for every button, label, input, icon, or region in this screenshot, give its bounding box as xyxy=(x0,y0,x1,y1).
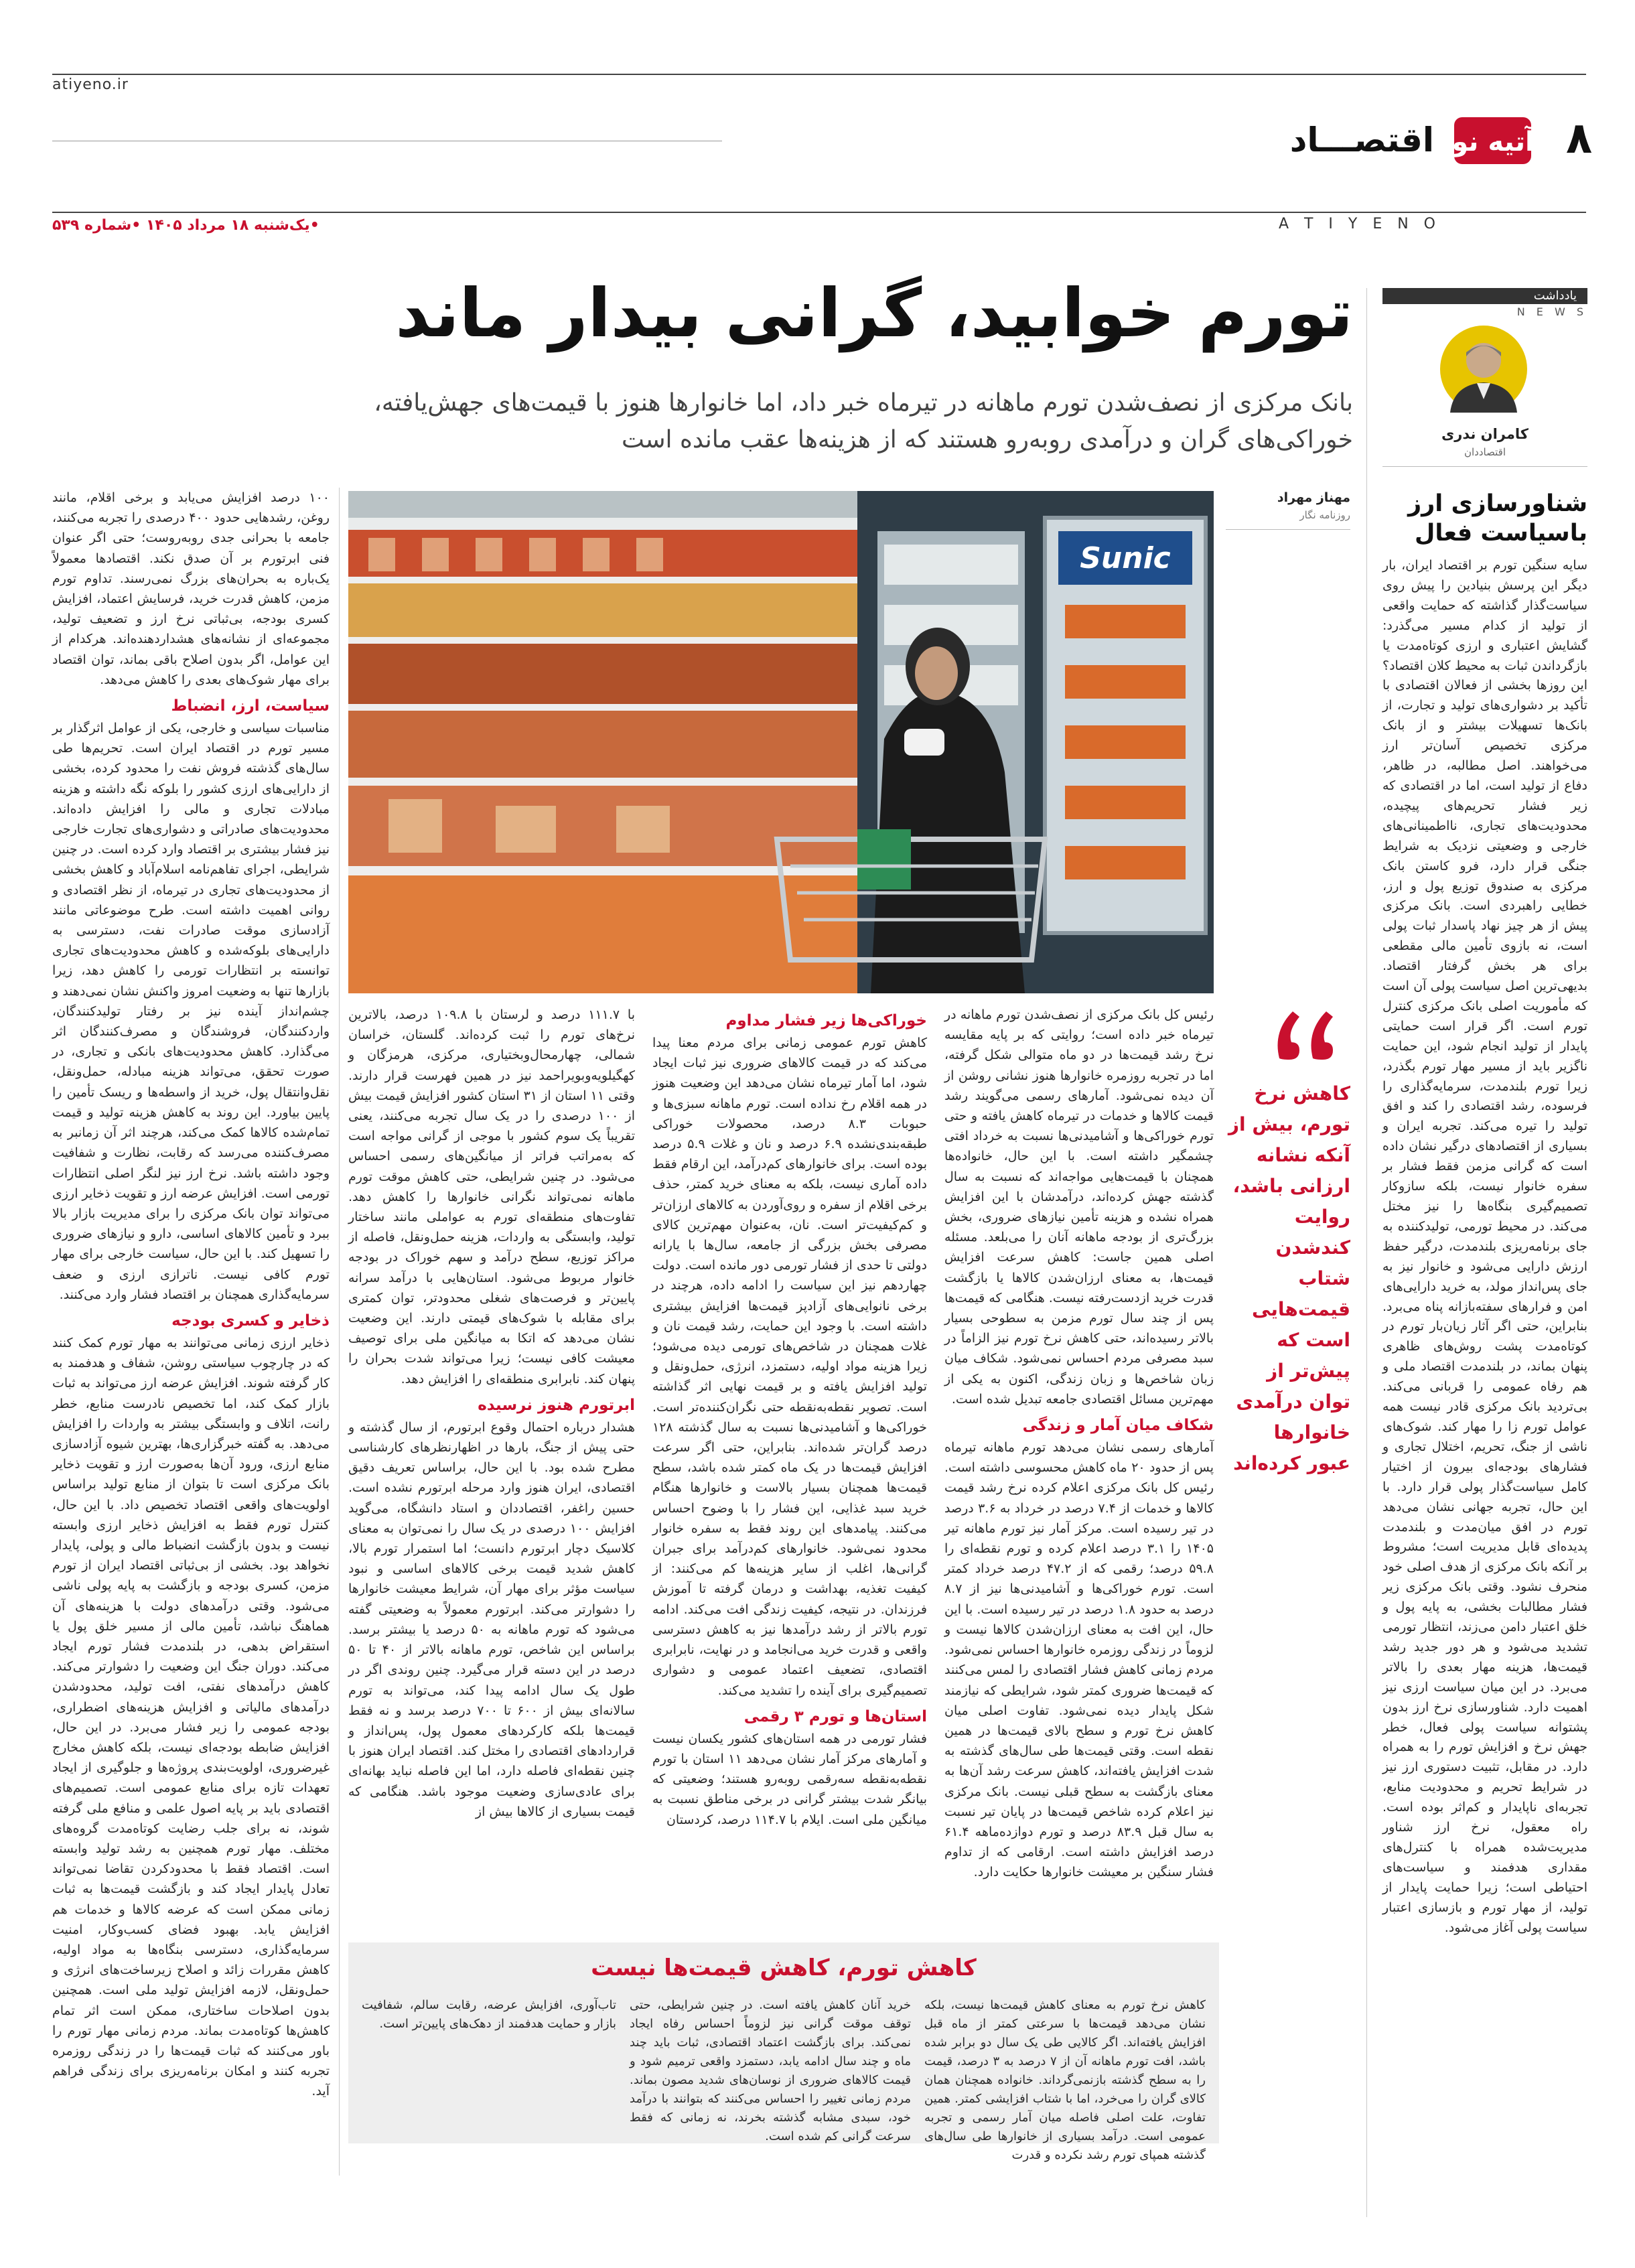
paragraph: با ۱۱۱.۷ درصد و لرستان با ۱۰۹.۸ درصد، بالاترین نرخ‌های تورم را ثبت کرده‌اند. گلستان، خراسان شمالی، چهارمحال‌وبختیاری، مرکزی، هرمزگان و کهگیلویه‌وبویراحمد نیز در همین فهرست قرار دارند. وقتی ۱۱ استان از ۳۱ استان کشور افزایش قیمت بیش از ۱۰۰ درصدی را در یک سال تجربه می‌کنند، یعنی تقریباً یک سوم کشور با موجی از گرانی مواجه است که به‌مراتب فراتر از میانگین‌های رسمی احساس می‌شود. در چنین شرایطی، حتی کاهش موقت تورم ماهانه نمی‌تواند نگرانی خانوارها را کاهش دهد. تفاوت‌های منطقه‌ای تورم به عواملی مانند ساختار تولید، وابستگی به واردات، هزینه حمل‌ونقل، فاصله از مراکز توزیع، سطح درآمد و سهم خوراک در بودجه خانوار مربوط می‌شود. استان‌هایی با درآمد سرانه پایین‌تر و فرصت‌های شغلی محدودتر، توان کمتری برای مقابله با شوک‌های قیمتی دارند. این وضعیت نشان می‌دهد که اتکا به میانگین ملی برای توصیف معیشت کافی نیست؛ زیرا می‌تواند شدت بحران را پنهان کند. نابرابری منطقه‌ای را افزایش دهد. xyxy=(348,1007,635,1387)
writer-portrait-icon xyxy=(1440,326,1527,413)
writer-name: کامران ندری xyxy=(1441,426,1529,442)
info-box-col3: تاب‌آوری، افزایش عرضه، رقابت سالم، شفافیت بازار و حمایت هدفمند از دهک‌های پایین‌تر است. xyxy=(362,1998,616,2031)
article-col-mid2 xyxy=(348,1005,635,1929)
article-col-left xyxy=(52,488,330,2176)
sidebar-title-line1: شناورسازی ارز xyxy=(1407,490,1587,517)
subheading: ذخایر و کسری بودجه xyxy=(171,1312,330,1330)
info-box-title: کاهش تورم، کاهش قیمت‌ها نیست xyxy=(591,1955,977,1981)
header-top-rule xyxy=(52,74,1586,75)
logo xyxy=(1434,107,1535,167)
writer-role: اقتصاددان xyxy=(1464,446,1506,458)
sidebar-rule xyxy=(1382,466,1587,467)
quote-icon xyxy=(1266,1005,1346,1065)
subheading: ابرتورم هنوز نرسیده xyxy=(478,1396,635,1414)
author-rule xyxy=(1226,529,1350,530)
subheading: شکاف میان آمار و زندگی xyxy=(1022,1417,1214,1435)
paragraph: هشدار درباره احتمال وقوع ابرتورم، از سال گذشته و حتی پیش از جنگ، بارها در اظهارنظرهای کارشناسی مطرح شده بود. با این حال، براساس تعریف دقیق اقتصادی، ایران هنوز وارد مرحله ابرتورم نشده است. حسین راغفر، اقتصاددان و استاد دانشگاه، می‌گوید افزایش ۱۰۰ درصدی در یک سال را نمی‌توان به معنای کلاسیک دچار ابرتورم دانست؛ اما استمرار تورم بالا، کاهش شدید قیمت برخی کالاهای اساسی و نبود سیاست مؤثر برای مهار آن، شرایط معیشت خانوارها را دشوارتر می‌کند. ابرتورم معمولاً به وضعیتی گفته می‌شود که تورم ماهانه به ۵۰ درصد یا بیشتر برسد. براساس این شاخص، تورم ماهانه بالاتر از ۴۰ تا ۵۰ درصد در این دسته قرار می‌گیرد. چنین روندی اگر در طول یک سال ادامه پیدا کند، می‌تواند به تورم سالانه‌ای بیش از ۶۰۰ تا ۷۰۰ درصد برسد و نه فقط قیمت‌ها بلکه کارکردهای معمول پول، پس‌انداز و قراردادهای اقتصادی را مختل کند. اقتصاد ایران هنوز با چنین نقطه‌ای فاصله دارد، اما این فاصله نباید بهانه‌ای برای عادی‌سازی وضعیت موجود باشد. هنگامی که قیمت بسیاری از کالاها بیش از xyxy=(348,1419,636,1819)
pull-quote-mark xyxy=(1266,1005,1346,1065)
main-photo xyxy=(348,491,1214,993)
pull-quote: کاهش نرخ تورم، بیش از آنکه نشانه ارزانی باشد، روایت کندشدن شتاب قیمت‌هایی است که پیش‌تر از توان درآمدی خانوارها عبور کرده‌اند xyxy=(1228,1082,1350,1474)
paragraph: رئیس کل بانک مرکزی از نصف‌شدن تورم ماهانه در تیرماه خبر داده است؛ روایتی که بر پایه مقایسه نرخ رشد قیمت‌ها در دو ماه متوالی شکل گرفته، اما در تجربه روزمره خانوارها هنوز نشانی روشن از آن دیده نمی‌شود. آمارهای رسمی می‌گویند رشد قیمت کالاها و خدمات در تیرماه کاهش یافته و حتی تورم خوراکی‌ها و آشامیدنی‌ها نسبت به خرداد افتی چشمگیر داشته است. با این حال، خانواده‌ها همچنان با قیمت‌هایی مواجه‌اند که نسبت به سال گذشته جهش کرده‌اند، درآمدشان با این افزایش همراه نشده و هزینه تأمین نیازهای ضروری، بخش بزرگ‌تری از بودجه ماهانه آنان را می‌بلعد. مسئله اصلی همین جاست: کاهش سرعت افزایش قیمت‌ها، به معنای ارزان‌شدن کالاها یا بازگشت قدرت خرید ازدست‌رفته نیست. هنگامی که قیمت‌ها پس از چند سال تورم مزمن به سطوحی بسیار بالاتر رسیده‌اند، حتی کاهش نرخ تورم نیز الزاماً در سبد مصرفی مردم احساس نمی‌شود. شکاف میان زبان شاخص‌ها و زبان زندگی، اکنون به یکی از مهم‌ترین مسائل اقتصادی جامعه تبدیل شده است. xyxy=(944,1007,1214,1407)
svg-text:Sunic: Sunic xyxy=(1080,541,1171,575)
dateline: •یک‌شنبه ۱۸ مرداد ۱۴۰۵ •شماره ۵۳۹ xyxy=(52,217,319,234)
sidebar-label: یادداشت xyxy=(1533,289,1577,303)
paragraph: فشار تورمی در همه استان‌های کشور یکسان نیست و آمارهای مرکز آمار نشان می‌دهد ۱۱ استان با تورم نقطه‌به‌نقطه سه‌رقمی روبه‌رو هستند؛ وضعیتی که بیانگر شدت بیشتر گرانی در برخی مناطق نسبت به میانگین ملی است. ایلام با ۱۱۴.۷ درصد، کردستان xyxy=(652,1731,927,1827)
info-box-col2: خرید آنان کاهش یافته است. در چنین شرایطی، حتی توقف موقت گرانی نیز لزوماً احساس رفاه ایجاد نمی‌کند. برای بازگشت اعتماد اقتصادی، ثبات باید چند ماه و چند سال ادامه یابد، دستمزد واقعی ترمیم شود و قیمت کالاهای ضروری از نوسان‌های شدید مصون بماند. مردم زمانی تغییر را احساس می‌کنند که بتوانند با درآمد خود، سبدی مشابه گذشته بخرند، نه زمانی که فقط سرعت گرانی کم شده است. xyxy=(630,1998,911,2143)
website-url[interactable]: atiyeno.ir xyxy=(52,76,129,93)
logo-text: آتیه نو xyxy=(1451,127,1535,157)
section-name: اقتصـــاد xyxy=(1289,121,1434,159)
article-col-right xyxy=(944,1005,1214,1929)
subheading: سیاست، ارز، انضباط xyxy=(171,697,330,715)
header-bottom-rule xyxy=(52,212,1586,213)
col-divider xyxy=(339,488,340,2176)
author-role: روزنامه نگار xyxy=(1299,509,1350,521)
sidebar-divider xyxy=(1366,288,1367,2217)
writer-avatar xyxy=(1440,326,1527,413)
paragraph: مناسبات سیاسی و خارجی، یکی از عوامل اثرگذار بر مسیر تورم در اقتصاد ایران است. تحریم‌ها طی سال‌های گذشته فروش نفت را محدود کرده، بخشی از دارایی‌های ارزی کشور را بلوکه نگه داشته و هزینه مبادلات تجاری و مالی را افزایش داده‌اند. محدودیت‌های صادراتی و دشواری‌های تجارت خارجی نیز فشار بیشتری بر اقتصاد وارد کرده است. در چنین شرایطی، اجرای تفاهم‌نامه اسلام‌آباد و کاهش بخشی از محدودیت‌های تجاری در تیرماه، از نظر اقتصادی و روانی اهمیت داشته است. طرح موضوعاتی مانند آزادسازی موقت صادرات نفت، دسترسی به دارایی‌های بلوکه‌شده و کاهش محدودیت‌های تجاری توانسته بر انتظارات تورمی را کاهش دهد، زیرا بازارها تنها به وضعیت امروز واکنش نشان نمی‌دهند و چشم‌انداز آینده نیز بر رفتار تولیدکنندگان، واردکنندگان، فروشندگان و مصرف‌کنندگان اثر می‌گذارد. کاهش محدودیت‌های بانکی و تجاری، در صورت تحقق، می‌تواند هزینه مبادله، حمل‌ونقل، نقل‌وانتقال پول، خرید از واسطه‌ها و ریسک تأمین را پایین بیاورد. این روند به کاهش هزینه تولید و قیمت تمام‌شده کالاها کمک می‌کند، هرچند اثر آن زمانبر به مصرف‌کننده می‌رسد که رقابت، نظارت و شفافیت وجود داشته باشد. نرخ ارز نیز لنگر اصلی انتظارات تورمی است. افزایش عرضه ارز و تقویت ذخایر ارزی می‌تواند توان بانک مرکزی را برای مدیریت بازار بالا ببرد و تأمین کالاهای اساسی، دارو و نیازهای ضروری را تسهیل کند. با این حال، سیاست خارجی برای مهار تورم کافی نیست. ناترازی ارزی و ضعف سرمایه‌گذاری همچنان بر اقتصاد فشار وارد می‌کنند. xyxy=(52,721,330,1302)
headline: تورم خوابید، گرانی بیدار ماند xyxy=(395,274,1353,352)
sidebar-body: سایه سنگین تورم بر اقتصاد ایران، بار دیگر این پرسش بنیادین را پیش روی سیاست‌گذار گذاشته که حمایت واقعی از تولید از کدام مسیر می‌گذرد: گشایش اعتباری و ارزی کوتاه‌مدت یا بازگرداندن ثبات به محیط کلان اقتصاد؟ این روزها بخشی از فعالان اقتصادی با تأکید بر دشواری‌های تولید و تجارت، از بانک‌ها تسهیلات بیشتر و از بانک مرکزی تخصیص آسان‌تر ارز می‌خواهند. اصل مطالبه، در ظاهر، دفاع از تولید است، اما در اقتصادی که زیر فشار تحریم‌های پیچیده، محدودیت‌های تجاری، نااطمینانی‌های خارجی و وضعیتی نزدیک به شرایط جنگی قرار دارد، فرو کاستن بانک مرکزی به صندوق توزیع پول و ارز، خطایی راهبردی است. بانک مرکزی پیش از هر چیز نهاد پاسدار ثبات پولی است، نه بازوی تأمین مالی مقطعی برای هر بخش گرفتار اقتصاد. بدیهی‌ترین اصل سیاست پولی آن است که مأموریت اصلی بانک مرکزی کنترل تورم است. اگر قرار است حمایتی پایدار از تولید انجام شود، این حمایت ناگزیر باید از مسیر مهار تورم بگذرد، زیرا تورم بلندمدت، سرمایه‌گذاری را فرسوده، رشد اقتصادی را کند و افق تولید را تیره می‌کند. تجربه ایران و بسیاری از اقتصادهای درگیر نشان داده است که گرانی مزمن فقط فشار بر سفره خانوار نیست، بلکه سازوکار تصمیم‌گیری بنگاه‌ها را نیز مختل می‌کند. در محیط تورمی، تولیدکننده به جای برنامه‌ریزی بلندمدت، درگیر حفظ ارزش دارایی می‌شود و خانوار نیز به جای پس‌انداز مولد، به خرید دارایی‌های امن و فرارهای سفته‌بازانه پناه می‌برد. بنابراین، حتی اگر آثار زیان‌بار تورم در کوتاه‌مدت پشت روش‌های ظاهری پنهان بماند، در بلندمدت اقتصاد ملی و هم رفاه عمومی را قربانی می‌کند. بی‌تردید بانک مرکزی قادر نیست همه عوامل تورم زا را مهار کند. شوک‌های ناشی از جنگ، تحریم، اختلال تجاری و فشارهای بودجه‌ای بیرون از اختیار کامل سیاست‌گذار پولی قرار دارد. با این حال، تجربه جهانی نشان می‌دهد تورم در افق میان‌مدت و بلندمدت پدیده‌ای قابل مدیریت است؛ مشروط بر آنکه بانک مرکزی از هدف اصلی خود منحرف نشود. وقتی بانک مرکزی زیر فشار مطالبات بخشی، به پایه پول و خلق اعتبار دامن می‌زند، انتظار تورمی تشدید می‌شود و هر دور جدید رشد قیمت‌ها، هزینه مهار بعدی را بالاتر می‌برد. در این میان سیاست ارزی نیز اهمیت دارد. شناورسازی نرخ ارز بدون پشتوانه سیاست پولی فعال، خطر جهش نرخ و افزایش تورم را به همراه دارد. در مقابل، تثبیت دستوری ارز نیز در شرایط تحریم و محدودیت منابع، تجربه‌ای ناپایدار و کم‌اثر بوده است. راه معقول، نرخ ارز شناور مدیریت‌شده همراه با کنترل‌های مقداری هدفمند و سیاست‌های احتیاطی است؛ زیرا حمایت پایدار از تولید، از مهار تورم و بازسازی اعتبار سیاست پولی آغاز می‌شود. xyxy=(1382,558,1587,1935)
logo-mark xyxy=(1434,107,1535,167)
paragraph: کاهش تورم عمومی زمانی برای مردم معنا پیدا می‌کند که در قیمت کالاهای ضروری نیز ثبات ایجاد شود، اما آمار تیرماه نشان می‌دهد این وضعیت هنوز در همه اقلام رخ نداده است. تورم ماهانه سبزی‌ها و حبوبات ۸.۳ درصد، محصولات خوراکی طبقه‌بندی‌نشده ۶.۹ درصد و نان و غلات ۵.۹ درصد بوده است. برای خانوارهای کم‌درآمد، این ارقام فقط داده آماری نیست، بلکه به معنای خرید کمتر، حذف برخی اقلام از سفره و روی‌آوردن به کالاهای ارزان‌تر و کم‌کیفیت‌تر است. نان، به‌عنوان مهم‌ترین کالای مصرفی بخش بزرگی از جامعه، سال‌ها با یارانه دولتی تا حدی از فشار تورمی دور مانده است. دولت چهاردهم نیز این سیاست را ادامه داده، هرچند در برخی نانوایی‌های آزادپز قیمت‌ها افزایش بیشتری داشته است. با وجود این حمایت، رشد قیمت نان و غلات همچنان در شاخص‌های تورمی دیده می‌شود؛ زیرا هزینه مواد اولیه، دستمزد، انرژی، حمل‌ونقل و تولید افزایش یافته و بر قیمت نهایی اثر گذاشته است. تصویر نقطه‌به‌نقطه حتی نگران‌کننده‌تر است. خوراکی‌ها و آشامیدنی‌ها نسبت به سال گذشته ۱۲۸ درصد گران‌تر شده‌اند. بنابراین، حتی اگر سرعت افزایش قیمت‌ها در یک ماه کمتر شده باشد، سطح قیمت‌ها همچنان بسیار بالاست و خانوارها هنگام خرید سبد غذایی، این فشار را با وضوح احساس می‌کنند. پیامدهای این روند فقط به سفره خانوار محدود نمی‌شود. خانوارهای کم‌درآمد برای جبران گرانی‌ها، اغلب از سایر هزینه‌ها کم می‌کنند: از کیفیت تغذیه، بهداشت و درمان گرفته تا آموزش فرزندان. در نتیجه، کیفیت زندگی افت می‌کند. ادامه تورم بالاتر از رشد درآمدها نیز به کاهش دسترسی واقعی و قدرت خرید می‌انجامد و در نهایت، نابرابری اقتصادی، تضعیف اعتماد عمومی و دشواری تصمیم‌گیری برای آینده را تشدید می‌کند. xyxy=(652,1036,927,1698)
lead-text: بانک مرکزی از نصف‌شدن تورم ماهانه در تیرماه خبر داد، اما خانوارها هنوز با قیمت‌های جهش‌یافته، خوراکی‌های گران و درآمدی روبه‌رو هستند که از هزینه‌ها عقب مانده است xyxy=(374,389,1353,453)
paragraph: ذخایر ارزی زمانی می‌توانند به مهار تورم کمک کنند که در چارچوب سیاستی روشن، شفاف و هدفمند به کار گرفته شوند. افزایش عرضه ارز می‌تواند به ثبات بازار کمک کند، اما تخصیص نادرست منابع، خطر رانت، اتلاف و وابستگی بیشتر به واردات را افزایش می‌دهد. به گفته خبرگزاری‌ها، بهترین شیوه آزادسازی منابع ارزی، ورود آن‌ها به‌صورت ارز و تقویت ذخایر بانک مرکزی است تا بتوان از منابع تولید براساس اولویت‌های واقعی اقتصاد تخصیص داد. با این حال، کنترل تورم فقط به افزایش ذخایر ارزی وابسته نیست و بدون بازگشت انضباط مالی و پولی، پایدار نخواهد بود. بخشی از بی‌ثباتی اقتصاد ایران از تورم مزمن، کسری بودجه و بازگشت به پایه پولی ناشی می‌شود. وقتی درآمدهای دولت با هزینه‌های آن هماهنگ نباشد، تأمین مالی از مسیر خلق پول یا استقراض بدهی، در بلندمدت فشار تورم ایجاد می‌کند. دوران جنگ این وضعیت را دشوارتر می‌کند. کاهش درآمدهای نفتی، افت تولید، محدودشدن درآمدهای مالیاتی و افزایش هزینه‌های اضطراری، بودجه عمومی را زیر فشار می‌برد. در این حال، افزایش ضابطه بودجه‌ای نیست، بلکه کاهش مخارج غیرضروری، اولویت‌بندی پروژه‌ها و جلوگیری از ایجاد تعهدات تازه برای منابع عمومی است. تصمیم‌های اقتصادی باید بر پایه اصول علمی و منافع ملی گرفته شوند، نه برای جلب رضایت کوتاه‌مدت گروه‌های مختلف. مهار تورم همچنین به رشد تولید وابسته است. اقتصاد فقط با محدودکردن تقاضا نمی‌تواند تعادل پایدار ایجاد کند و بازگشت قیمت‌ها به ثبات زمانی ممکن است که عرضه کالاها و خدمات هم افزایش یابد. بهبود فضای کسب‌وکار، امنیت سرمایه‌گذاری، دسترسی بنگاه‌ها به مواد اولیه، کاهش مقررات زائد و اصلاح زیرساخت‌های انرژی و حمل‌ونقل، لازمه افزایش تولید ملی است. همچنین بدون اصلاحات ساختاری، ممکن است اثر تمام کاهش‌ها کوتاه‌مدت بماند. مردم زمانی مهار تورم را باور می‌کنند که ثبات قیمت‌ها را در زندگی روزمره تجربه کنند و امکان برنامه‌ریزی برای زندگی فراهم آید. xyxy=(52,1335,330,2099)
article-col-mid1 xyxy=(652,1005,927,1929)
paragraph: آمارهای رسمی نشان می‌دهد تورم ماهانه تیرماه پس از حدود ۲۰ ماه کاهش محسوسی داشته است. رئیس کل بانک مرکزی اعلام کرده نرخ رشد قیمت کالاها و خدمات از ۷.۴ درصد در خرداد به ۳.۶ درصد در تیر رسیده است. مرکز آمار نیز تورم ماهانه تیر ۱۴۰۵ را ۳.۱ درصد اعلام کرده و تورم نقطه‌ای را ۵۹.۸ درصد؛ رقمی که از ۴۷.۲ درصد خرداد کمتر است. تورم خوراکی‌ها و آشامیدنی‌ها نیز از ۸.۷ درصد به حدود ۱.۸ درصد در تیر رسیده است. با این حال، این افت به معنای ارزان‌شدن کالاها نیست و لزوماً در زندگی روزمره خانوارها احساس نمی‌شود. مردم زمانی کاهش فشار اقتصادی را لمس می‌کنند که قیمت‌ها ضروری کمتر شود، شرایطی که نیازمند شکل پایدار دیده نمی‌شود. تفاوت اصلی میان کاهش نرخ تورم و سطح بالای قیمت‌ها در همین نقطه است. وقتی قیمت‌ها طی سال‌های گذشته به شدت افزایش یافته‌اند، کاهش سرعت رشد آن‌ها به معنای بازگشت به سطح قبلی نیست. بانک مرکزی نیز اعلام کرده شاخص قیمت‌ها در پایان تیر نسبت به سال قبل ۸۳.۹ درصد و تورم دوازده‌ماهه ۶۱.۴ درصد افزایش داشته است. ارقامی که از تداوم فشار سنگین بر معیشت خانوارها حکایت دارد. xyxy=(944,1440,1214,1880)
info-box-col1: کاهش نرخ تورم به معنای کاهش قیمت‌ها نیست، بلکه نشان می‌دهد قیمت‌ها با سرعتی کمتر از ماه قبل افزایش یافته‌اند. اگر کالایی طی یک سال دو برابر شده باشد، افت تورم ماهانه آن از ۷ درصد به ۳ درصد، قیمت را به سطح گذشته بازنمی‌گرداند. خانواده همچنان همان کالای گران را می‌خرد، اما با شتاب افزایشی کمتر. همین تفاوت، علت اصلی فاصله میان آمار رسمی و تجربه عمومی است. درآمد بسیاری از خانوارها طی سال‌های گذشته همپای تورم رشد نکرده و قدرت xyxy=(924,1998,1206,2162)
paragraph: ۱۰۰ درصد افزایش می‌یابد و برخی اقلام، مانند روغن، رشدهایی حدود ۴۰۰ درصدی را تجربه می‌کنند، جامعه با بحرانی جدی روبه‌روست؛ حتی اگر عنوان فنی ابرتورم بر آن صدق نکند. اقتصادها معمولاً یک‌باره به بحران‌های بزرگ نمی‌رسند. تداوم تورم مزمن، کاهش قدرت خرید، فرسایش اعتماد، افزایش کسری بودجه، بی‌ثباتی نرخ ارز و تضعیف تولید، مجموعه‌ای از نشانه‌های هشداردهنده‌اند. هرکدام از این عوامل، اگر بدون اصلاح باقی بماند، توان اقتصاد برای مهار شوک‌های بعدی را کاهش می‌دهد. xyxy=(52,490,330,687)
author-name: مهناز مهراد xyxy=(1277,490,1350,505)
sidebar-title-line2: باسیاست فعال xyxy=(1415,520,1587,547)
supermarket-shopper-photo xyxy=(348,491,1214,993)
subheading: استان‌ها و تورم ۳ رقمی xyxy=(743,1707,927,1725)
page-number: ۸ xyxy=(1565,114,1592,163)
subheading: خوراکی‌ها زیر فشار مداوم xyxy=(725,1012,927,1030)
brand-latin: A T I Y E N O xyxy=(1278,216,1441,232)
sidebar-label-latin: N E W S xyxy=(1516,305,1587,318)
